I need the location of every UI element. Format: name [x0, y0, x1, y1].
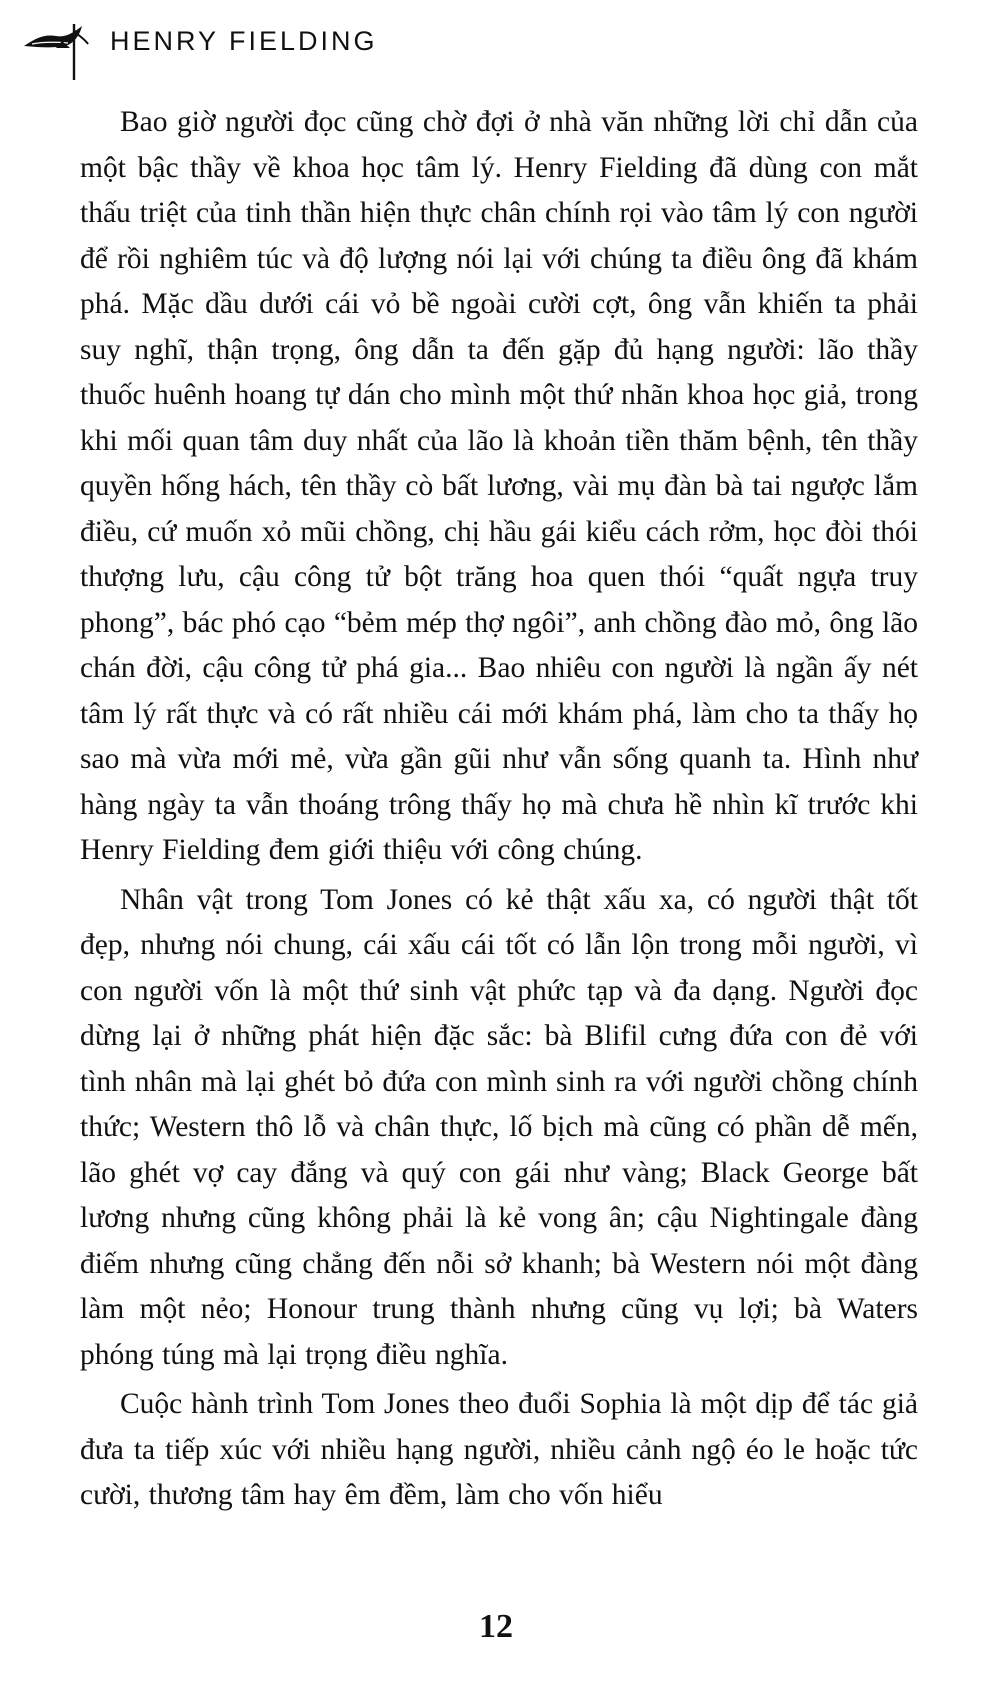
running-title: HENRY FIELDING [110, 26, 378, 56]
page-number: 12 [479, 1608, 513, 1645]
paragraph-3: Cuộc hành trình Tom Jones theo đuổi Sophia là một dịp để tác giả đưa ta tiếp xúc với nhiều hạng người, nhiều cảnh ngộ éo le hoặc tức cười, thương tâm hay êm đềm, làm cho vốn hiểu [80, 1388, 918, 1511]
paragraph-1: Bao giờ người đọc cũng chờ đợi ở nhà văn những lời chỉ dẫn của một bậc thầy về khoa học tâm lý. Henry Fielding đã dùng con mắt thấu triệt của tinh thần hiện thực chân chính rọi vào tâm lý con người để rồi nghiêm túc và độ lượng nói lại với chúng ta điều ông đã khám phá. Mặc dầu dưới cái vỏ bề ngoài cười cợt, ông vẫn khiến ta phải suy nghĩ, thận trọng, ông dẫn ta đến gặp đủ hạng người: lão thầy thuốc huênh hoang tự dán cho mình một thứ nhãn khoa học giả, trong khi mối quan tâm duy nhất của lão là khoản tiền thăm bệnh, tên thầy quyền hống hách, tên thầy cò bất lương, vài mụ đàn bà tai ngược lắm điều, cứ muốn xỏ mũi chồng, chị hầu gái kiểu cách rởm, học đòi thói thượng lưu, cậu công tử bột trăng hoa quen thói “quất ngựa truy phong”, bác phó cạo “bẻm mép thợ ngôi”, anh chồng đào mỏ, ông lão chán đời, cậu công tử phá gia... Bao nhiêu con người là ngần ấy nét tâm lý rất thực và có rất nhiều cái mới khám phá, làm cho ta thấy họ sao mà vừa mới mẻ, vừa gần gũi như vẫn sống quanh ta. Hình như hàng ngày ta vẫn thoáng trông thấy họ mà chưa hề nhìn kĩ trước khi Henry Fielding đem giới thiệu với công chúng. [80, 106, 918, 866]
body-text [80, 100, 918, 1519]
quill-ornament-icon [22, 22, 112, 82]
paragraph-2: Nhân vật trong Tom Jones có kẻ thật xấu xa, có người thật tốt đẹp, nhưng nói chung, cái xấu cái tốt có lẫn lộn trong mỗi người, vì con người vốn là một thứ sinh vật phức tạp và đa dạng. Người đọc dừng lại ở những phát hiện đặc sắc: bà Blifil cưng đứa con đẻ với tình nhân mà lại ghét bỏ đứa con mình sinh ra với người chồng chính thức; Western thô lỗ và chân thực, lố bịch mà cũng có phần dễ mến, lão ghét vợ cay đắng và quý con gái như vàng; Black George bất lương nhưng cũng không phải là kẻ vong ân; cậu Nightingale đàng điếm nhưng cũng chẳng đến nỗi sở khanh; bà Western nói một đàng làm một nẻo; Honour trung thành nhưng cũng vụ lợi; bà Waters phóng túng mà lại trọng điều nghĩa. [80, 883, 918, 1371]
running-header [22, 22, 422, 82]
